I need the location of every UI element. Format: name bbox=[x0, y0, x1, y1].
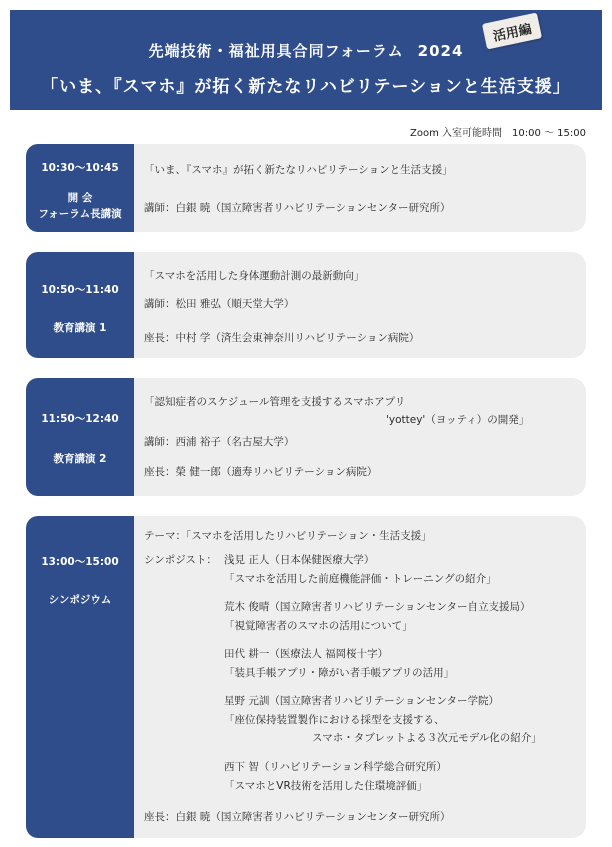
session-label: シンポジウム bbox=[48, 594, 112, 606]
panelist-name: 星野 元訓（国立障害者リハビリテーションセンター学院） bbox=[224, 695, 499, 707]
panelist-talk: 「装具手帳アプリ・障がい者手帳アプリの活用」 bbox=[224, 667, 455, 679]
symposium-theme: テーマ：「スマホを活用したリハビリテーション・生活支援」 bbox=[144, 530, 432, 542]
forum-year: 2024 bbox=[417, 42, 464, 60]
session-time-panel bbox=[26, 516, 134, 838]
session-speaker: 講師：松田 雅弘（順天堂大学） bbox=[144, 298, 295, 310]
session-speaker: 講師：西浦 裕子（名古屋大学） bbox=[144, 436, 295, 448]
forum-subtitle: 「いま、『スマホ』が拓く新たなリハビリテーションと生活支援」 bbox=[41, 77, 571, 97]
session-lecture-2 bbox=[26, 378, 586, 496]
session-time: 10:50〜11:40 bbox=[41, 284, 119, 296]
session-title-line1: 「認知症者のスケジュール管理を支援するスマホアプリ bbox=[144, 396, 406, 408]
session-chair: 座長：中村 学（済生会東神奈川リハビリテーション病院） bbox=[144, 332, 420, 344]
panelist-name: 荒木 俊晴（国立障害者リハビリテーションセンター自立支援局） bbox=[224, 601, 531, 613]
session-time-panel bbox=[26, 378, 134, 496]
panelist-talk: 「スマホとVR技術を活用した住環境評価」 bbox=[224, 780, 428, 792]
panelist-talk: 「スマホを活用した前庭機能評価・トレーニングの紹介」 bbox=[224, 573, 497, 585]
panelist-talk-line2: スマホ・タブレットよる３次元モデル化の紹介」 bbox=[312, 732, 542, 744]
session-label: 開 会 bbox=[67, 192, 93, 204]
session-detail-panel bbox=[134, 252, 586, 358]
session-symposium bbox=[26, 516, 586, 838]
edition-badge: 活用編 bbox=[482, 12, 542, 49]
session-time: 11:50〜12:40 bbox=[41, 413, 119, 425]
session-time-panel bbox=[26, 144, 134, 232]
session-label: 教育講演 2 bbox=[53, 453, 107, 465]
panelist-talk-line1: 「座位保持装置製作における採型を支援する、 bbox=[224, 714, 445, 726]
session-time-panel bbox=[26, 252, 134, 358]
session-speaker: 講師：白銀 暁（国立障害者リハビリテーションセンター研究所） bbox=[144, 202, 451, 214]
panelist-name: 田代 耕一（医療法人 福岡桜十字） bbox=[224, 648, 389, 660]
session-chair: 座長：白銀 暁（国立障害者リハビリテーションセンター研究所） bbox=[144, 811, 451, 823]
session-title: 「スマホを活用した身体運動計測の最新動向」 bbox=[144, 270, 365, 282]
forum-name: 先端技術・福祉用具合同フォーラム bbox=[148, 42, 404, 60]
panelist-name: 西下 智（リハビリテーション科学総合研究所） bbox=[224, 761, 447, 773]
session-detail-panel bbox=[134, 516, 586, 838]
session-label: 教育講演 1 bbox=[53, 322, 107, 334]
panelist-talk: 「視覚障害者のスマホの活用について」 bbox=[224, 620, 413, 632]
session-detail-panel bbox=[134, 378, 586, 496]
session-lecture-1 bbox=[26, 252, 586, 358]
panelist-name: 浅見 正人（日本保健医療大学） bbox=[224, 554, 375, 566]
session-time: 10:30〜10:45 bbox=[41, 162, 119, 174]
session-opening bbox=[26, 144, 586, 232]
session-title-line2: 'yottey'（ヨッティ）の開発」 bbox=[386, 414, 530, 426]
session-label-sub: フォーラム長講演 bbox=[38, 208, 122, 220]
zoom-entry-time: Zoom 入室可能時間 10:00 〜 15:00 bbox=[409, 128, 586, 139]
session-detail-panel bbox=[134, 144, 586, 232]
panelists-label: シンポジスト： bbox=[144, 554, 217, 566]
session-title: 「いま、『スマホ』が拓く新たなリハビリテーションと生活支援」 bbox=[144, 164, 453, 176]
session-time: 13:00〜15:00 bbox=[41, 556, 119, 568]
session-chair: 座長：榮 健一郎（適寿リハビリテーション病院） bbox=[144, 466, 378, 478]
